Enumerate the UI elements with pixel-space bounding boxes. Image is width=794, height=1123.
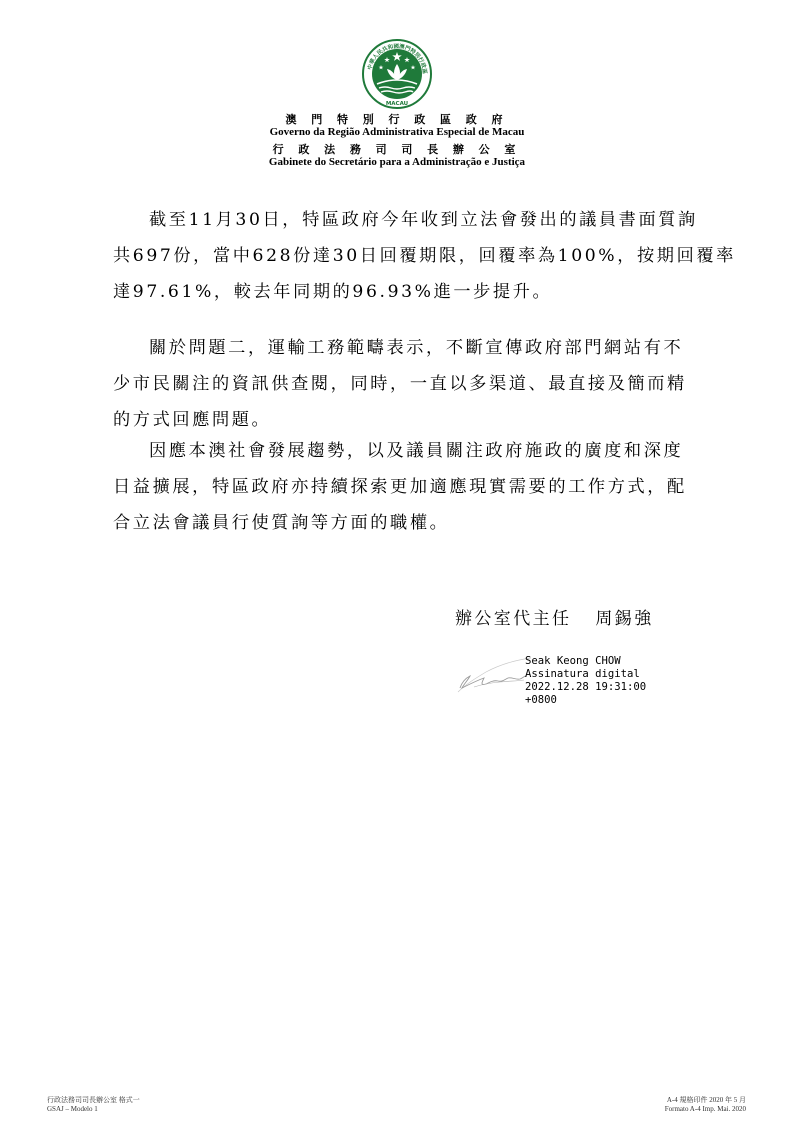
paragraph-line: 達97.61%，較去年同期的96.93%進一步提升。	[113, 282, 553, 302]
footer-form-pt: GSAJ – Modelo 1	[47, 1105, 98, 1113]
footer-format-pt: Formato A-4 Imp. Mai. 2020	[664, 1105, 746, 1113]
signature-name: 周錫強	[595, 609, 654, 629]
paragraph-2	[113, 330, 723, 438]
emblem-macau-text: MACAU	[385, 101, 409, 107]
footer-left	[47, 1096, 140, 1114]
paragraph-line: 截至11月30日，特區政府今年收到立法會發出的議員書面質詢	[149, 210, 698, 230]
header-office-pt: Gabinete do Secretário para a Administração e Justiça	[268, 156, 526, 168]
paragraph-line: 合立法會議員行使質詢等方面的職權。	[113, 513, 450, 533]
header-government-pt: Governo da Região Administrativa Especial de Macau	[269, 126, 525, 138]
paragraph-line: 共697份，當中628份達30日回覆期限，回覆率為100%，按期回覆率	[113, 246, 736, 266]
header-government-zh: 澳 門 特 別 行 政 區 政 府	[285, 114, 509, 126]
digital-signature-datetime: 2022.12.28 19:31:00	[525, 681, 647, 693]
digital-signature-label: Assinatura digital	[525, 668, 640, 680]
paragraph-line: 的方式回應問題。	[113, 410, 272, 430]
emblem-ring-text: 中華人民共和國澳門特別行政區	[367, 43, 428, 75]
paragraph-line: 少市民關注的資訊供查閱，同時，一直以多渠道、最直接及簡而精	[113, 374, 687, 394]
paragraph-1	[113, 202, 736, 310]
digital-signer-name: Seak Keong CHOW	[525, 655, 621, 667]
header-office-zh: 行 政 法 務 司 司 長 辦 公 室	[272, 144, 522, 156]
footer-form-zh: 行政法務司司長辦公室 格式一	[47, 1096, 140, 1104]
signature-block	[455, 604, 654, 629]
macau-emblem-icon	[361, 38, 433, 110]
paragraph-line: 關於問題二，運輸工務範疇表示，不斷宣傳政府部門網站有不	[149, 338, 684, 358]
digital-signature-info	[525, 655, 646, 707]
signature-title: 辦公室代主任	[455, 609, 572, 629]
paragraph-3	[113, 433, 723, 541]
paragraph-line: 因應本澳社會發展趨勢，以及議員關注政府施政的廣度和深度	[149, 441, 684, 461]
paragraph-line: 日益擴展，特區政府亦持續探索更加適應現實需要的工作方式，配	[113, 477, 687, 497]
footer-format-zh: A-4 規格印件 2020 年 5 月	[666, 1096, 746, 1104]
footer-right	[665, 1096, 746, 1114]
digital-signature-timezone: +0800	[525, 694, 557, 706]
